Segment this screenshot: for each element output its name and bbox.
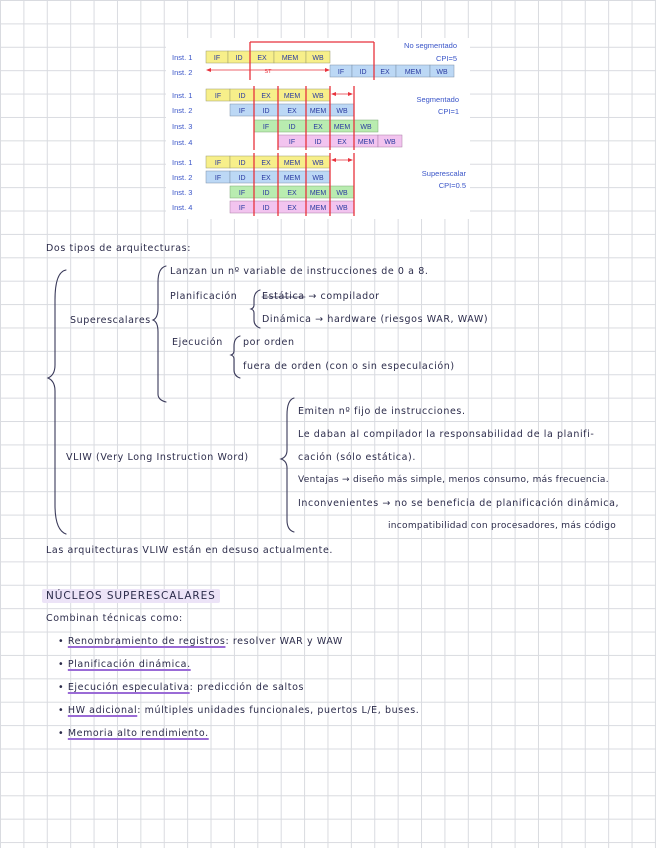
planning-static: Estática → compilador bbox=[262, 291, 380, 302]
exec-in-order: por orden bbox=[243, 337, 295, 348]
stage-label: WB bbox=[312, 93, 324, 100]
pipeline-ss-row-3 bbox=[230, 186, 354, 198]
vliw-line: Inconvenientes → no se beneficia de planificación dinámica, bbox=[298, 498, 620, 509]
pipeline-diagram bbox=[0, 0, 656, 220]
exec-out-order: fuera de orden (con o sin especulación) bbox=[243, 361, 455, 372]
stage-label: IF bbox=[288, 139, 296, 146]
superscalar-brace bbox=[153, 266, 166, 402]
stage-label: ID bbox=[235, 55, 243, 62]
inst-label: Inst. 2 bbox=[172, 173, 193, 182]
stage-label: EX bbox=[337, 139, 347, 146]
segmented-label: Segmentado bbox=[416, 95, 459, 104]
main-brace bbox=[48, 270, 66, 534]
stage-label: MEM bbox=[333, 124, 351, 131]
stage-label: IF bbox=[214, 175, 222, 182]
stage-label: MEM bbox=[309, 205, 327, 212]
pipeline-seg-row-1 bbox=[206, 89, 330, 101]
segmented-cpi: CPI=1 bbox=[437, 107, 459, 116]
stage-label: WB bbox=[312, 55, 324, 62]
inst-label: Inst. 1 bbox=[172, 158, 193, 167]
stage-label: EX bbox=[261, 160, 271, 167]
planning-label: Planificación bbox=[170, 291, 238, 302]
inst-label: Inst. 1 bbox=[172, 53, 193, 62]
bullet-term: Ejecución especulativa bbox=[67, 682, 190, 693]
bullet-term: Planificación dinámica. bbox=[67, 659, 191, 670]
stage-label: MEM bbox=[283, 160, 301, 167]
inst-label: Inst. 2 bbox=[172, 106, 193, 115]
list-item bbox=[58, 705, 419, 716]
stall-label: ST bbox=[264, 69, 272, 75]
stage-label: ID bbox=[262, 108, 270, 115]
stage-label: ID bbox=[238, 175, 246, 182]
stage-label: WB bbox=[312, 175, 324, 182]
stage-label: ID bbox=[262, 205, 270, 212]
pipeline-seg-row-4 bbox=[278, 135, 402, 147]
superscalar-cpi: CPI=0.5 bbox=[438, 181, 466, 190]
vliw-brace bbox=[281, 398, 294, 532]
execution-brace bbox=[231, 336, 240, 378]
bullet-term: HW adicional bbox=[67, 705, 138, 716]
stage-label: EX bbox=[287, 190, 297, 197]
stage-label: IF bbox=[213, 55, 221, 62]
inst-label: Inst. 4 bbox=[172, 138, 193, 147]
stage-label: EX bbox=[257, 55, 267, 62]
stage-label: IF bbox=[214, 93, 222, 100]
stage-label: EX bbox=[313, 124, 323, 131]
stage-label: WB bbox=[336, 108, 348, 115]
stage-label: ID bbox=[314, 139, 322, 146]
non-segmented-label: No segmentado bbox=[404, 41, 457, 50]
stage-label: MEM bbox=[283, 175, 301, 182]
vliw-line: Le daban al compilador la responsabilidad de la planifi- bbox=[298, 429, 595, 440]
planning-dynamic: Dinámica → hardware (riesgos WAR, WAW) bbox=[262, 314, 489, 325]
inst-label: Inst. 4 bbox=[172, 203, 193, 212]
stage-label: ID bbox=[288, 124, 296, 131]
non-segmented-cpi: CPI=5 bbox=[435, 54, 457, 63]
vliw-label: VLIW (Very Long Instruction Word) bbox=[66, 452, 249, 463]
stage-label: WB bbox=[336, 205, 348, 212]
bullet-text: : predicción de saltos bbox=[189, 682, 305, 693]
stage-label: EX bbox=[287, 205, 297, 212]
stage-label: MEM bbox=[309, 190, 327, 197]
combine-text: Combinan técnicas como: bbox=[46, 613, 183, 624]
stage-label: ID bbox=[359, 69, 367, 76]
stage-label: IF bbox=[238, 108, 246, 115]
vliw-line: cación (sólo estática). bbox=[298, 452, 416, 463]
stage-label: MEM bbox=[283, 93, 301, 100]
list-item bbox=[58, 728, 209, 739]
pipeline-seg-row-3 bbox=[254, 120, 378, 132]
bullet-term: Renombramiento de registros bbox=[67, 636, 226, 647]
bullet-text: : resolver WAR y WAW bbox=[225, 636, 343, 647]
list-item bbox=[58, 659, 191, 670]
stage-label: WB bbox=[384, 139, 396, 146]
planning-brace bbox=[251, 290, 260, 328]
inst-label: Inst. 1 bbox=[172, 91, 193, 100]
stage-label: IF bbox=[337, 69, 345, 76]
vliw-line: Ventajas → diseño más simple, menos consumo, más frecuencia. bbox=[298, 475, 609, 485]
stage-label: IF bbox=[214, 160, 222, 167]
vliw-line: Emiten nº fijo de instrucciones. bbox=[298, 406, 466, 417]
stage-label: WB bbox=[360, 124, 372, 131]
stage-label: WB bbox=[436, 69, 448, 76]
execution-label: Ejecución bbox=[172, 337, 223, 348]
inst-label: Inst. 2 bbox=[172, 68, 193, 77]
bullet-term: Memoria alto rendimiento. bbox=[67, 728, 209, 739]
stage-label: ID bbox=[262, 190, 270, 197]
ss-issue-text: Lanzan un nº variable de instrucciones de 0 a 8. bbox=[170, 266, 429, 277]
pipeline-ss-row-4 bbox=[230, 201, 354, 213]
stage-label: MEM bbox=[309, 108, 327, 115]
list-item bbox=[58, 636, 343, 647]
stage-label: MEM bbox=[357, 139, 375, 146]
stage-label: MEM bbox=[404, 69, 422, 76]
pipeline-row-2 bbox=[330, 65, 454, 77]
stage-label: ID bbox=[238, 93, 246, 100]
superscalar-label: Superescalar bbox=[421, 169, 466, 178]
stage-label: IF bbox=[238, 190, 246, 197]
pipeline-row-1 bbox=[206, 51, 330, 63]
pipeline-ss-row-2 bbox=[206, 171, 330, 183]
stage-label: EX bbox=[261, 175, 271, 182]
stage-label: ID bbox=[238, 160, 246, 167]
stage-label: EX bbox=[380, 69, 390, 76]
stage-label: WB bbox=[336, 190, 348, 197]
stage-label: IF bbox=[238, 205, 246, 212]
inst-label: Inst. 3 bbox=[172, 122, 193, 131]
list-item bbox=[58, 682, 304, 693]
pipeline-seg-row-2 bbox=[230, 104, 354, 116]
stage-label: IF bbox=[262, 124, 270, 131]
stage-label: WB bbox=[312, 160, 324, 167]
stage-label: EX bbox=[287, 108, 297, 115]
inst-label: Inst. 3 bbox=[172, 188, 193, 197]
vliw-disuse: Las arquitecturas VLIW están en desuso actualmente. bbox=[46, 545, 334, 556]
superscalar-label: Superescalares bbox=[70, 315, 151, 326]
stage-label: MEM bbox=[281, 55, 299, 62]
pipeline-ss-row-1 bbox=[206, 156, 330, 168]
vliw-line: incompatibilidad con procesadores, más código bbox=[388, 521, 617, 531]
stage-label: EX bbox=[261, 93, 271, 100]
arch-intro: Dos tipos de arquitecturas: bbox=[46, 243, 192, 254]
bullet-text: : múltiples unidades funcionales, puertos L/E, buses. bbox=[137, 705, 420, 716]
section-title: NÚCLEOS SUPERESCALARES bbox=[42, 589, 220, 603]
